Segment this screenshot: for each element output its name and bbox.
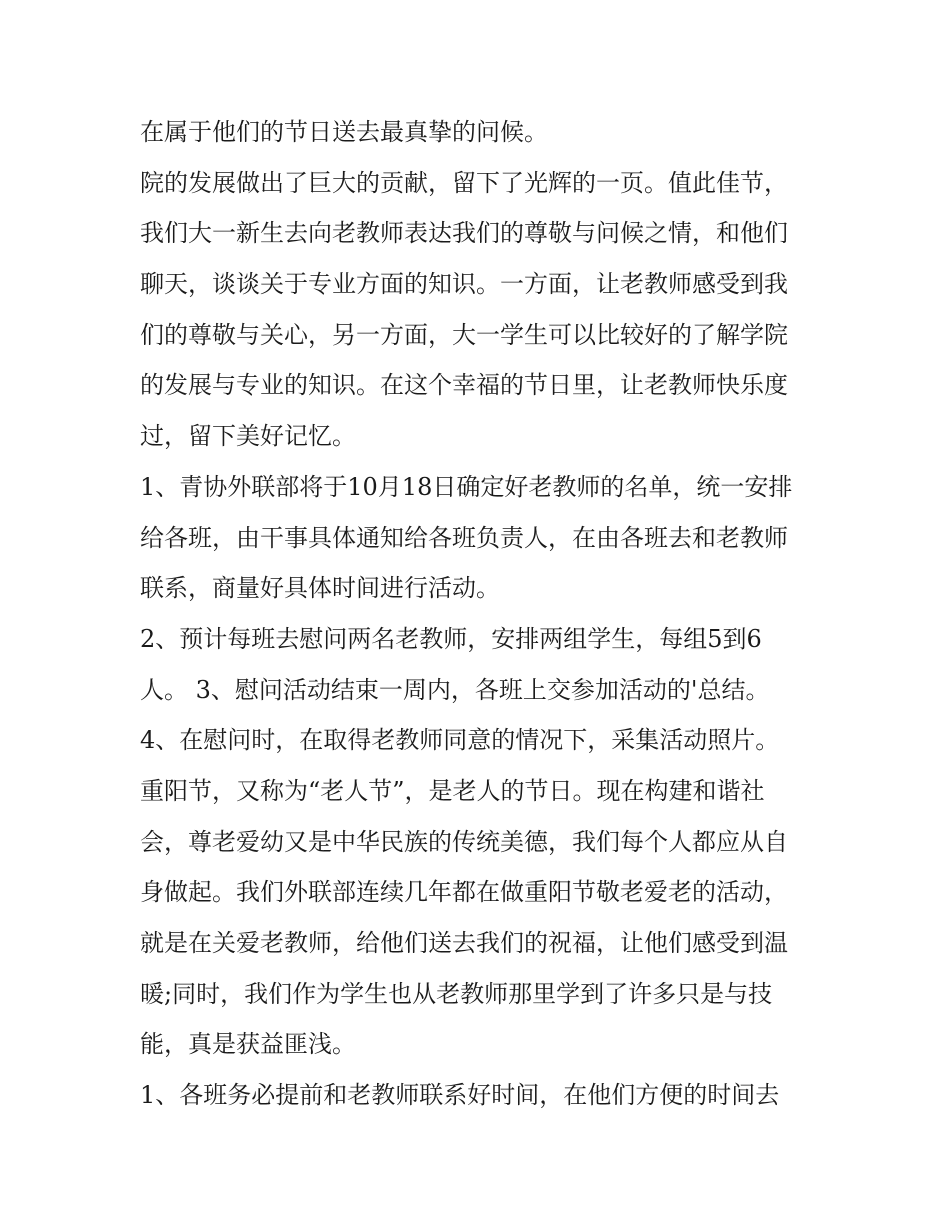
text-line: 院的发展做出了巨大的贡献，留下了光辉的一页。值此佳节， [140, 168, 788, 197]
text-line: 会，尊老爱幼又是中华民族的传统美德，我们每个人都应从自 [140, 827, 788, 856]
text-line: 4、在慰问时，在取得老教师同意的情况下，采集活动照片。 [140, 726, 780, 755]
text-line: 人。 3、慰问活动结束一周内，各班上交参加活动的'总结。 [140, 675, 770, 704]
text-line: 2、预计每班去慰问两名老教师，安排两组学生，每组5到6 [140, 624, 762, 653]
text-line: 重阳节，又称为“老人节”，是老人的节日。现在构建和谐社 [140, 776, 765, 805]
text-line: 能，真是获益匪浅。 [140, 1030, 356, 1059]
text-line: 1、青协外联部将于10月18日确定好老教师的名单，统一安排 [140, 472, 793, 501]
text-line: 的发展与专业的知识。在这个幸福的节日里，让老教师快乐度 [140, 371, 788, 400]
text-line: 过，留下美好记忆。 [140, 422, 356, 451]
text-line: 聊天，谈谈关于专业方面的知识。一方面，让老教师感受到我 [140, 270, 788, 299]
text-line: 身做起。我们外联部连续几年都在做重阳节敬老爱老的活动， [140, 878, 788, 907]
text-line: 在属于他们的节日送去最真挚的问候。 [140, 118, 548, 146]
text-line: 们的尊敬与关心，另一方面，大一学生可以比较好的了解学院 [140, 320, 788, 349]
text-line: 1、各班务必提前和老教师联系好时间，在他们方便的时间去 [140, 1081, 780, 1110]
text-line: 给各班，由干事具体通知给各班负责人，在由各班去和老教师 [140, 523, 788, 552]
text-line: 就是在关爱老教师，给他们送去我们的祝福，让他们感受到温 [140, 929, 788, 957]
text-line: 联系，商量好具体时间进行活动。 [140, 574, 500, 603]
text-line: 我们大一新生去向老教师表达我们的尊敬与问候之情，和他们 [140, 219, 788, 248]
text-line: 暖;同时，我们作为学生也从老教师那里学到了许多只是与技 [140, 979, 773, 1008]
document-body [140, 107, 820, 1121]
